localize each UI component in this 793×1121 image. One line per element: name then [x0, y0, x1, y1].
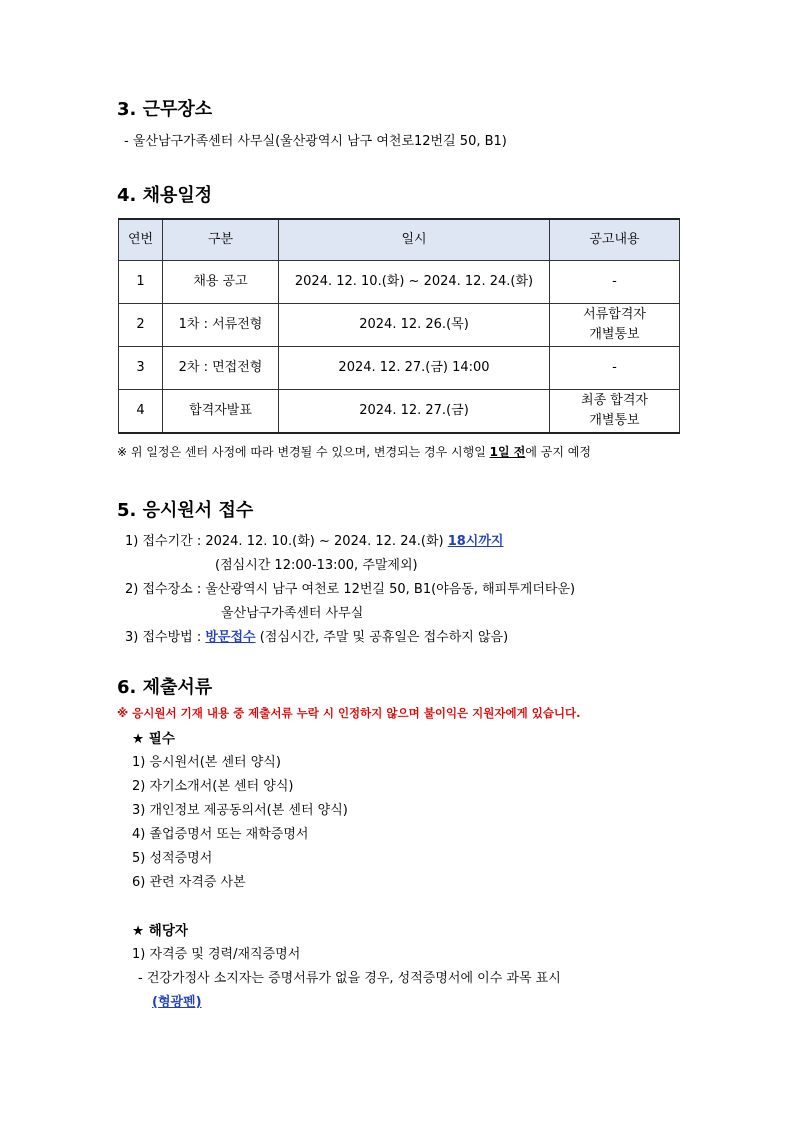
- section-6-heading: 6. 제출서류: [117, 677, 213, 698]
- cell-date: 2024. 12. 27.(금) 14:00: [279, 347, 550, 390]
- table-row: [119, 390, 680, 434]
- method-text-end: (점심시간, 주말 및 공휴일은 접수하지 않음): [255, 630, 509, 645]
- cell-notice: [550, 390, 680, 434]
- schedule-table: [118, 218, 680, 434]
- list-item: 1) 응시원서(본 센터 양식): [132, 755, 281, 770]
- work-location-line: - 울산남구가족센터 사무실(울산광역시 남구 여천로12번길 50, B1): [124, 134, 507, 149]
- applicable-sub: - 건강가정사 소지자는 증명서류가 없을 경우, 성적증명서에 이수 과목 표시: [138, 971, 561, 986]
- notice-line: 서류합격자: [583, 307, 646, 322]
- cell-type: 합격자발표: [163, 390, 279, 434]
- period-line: [125, 530, 503, 549]
- section-3-heading: 3. 근무장소: [117, 99, 213, 120]
- place-sub: 울산남구가족센터 사무실: [221, 606, 364, 621]
- cell-date: 2024. 12. 27.(금): [279, 390, 550, 434]
- cell-no: 2: [119, 304, 163, 347]
- list-item: 2) 자기소개서(본 센터 양식): [132, 779, 294, 794]
- method-emphasis: 방문접수: [205, 630, 256, 645]
- period-text: 1) 접수기간 : 2024. 12. 10.(화) ~ 2024. 12. 24.(화): [125, 534, 448, 549]
- method-text: 3) 접수방법 :: [125, 630, 206, 645]
- period-deadline: 18시까지: [447, 534, 504, 549]
- column-header-type: 구분: [163, 219, 279, 261]
- column-header-notice: 공고내용: [550, 219, 680, 261]
- place-line: 2) 접수장소 : 울산광역시 남구 여천로 12번길 50, B1(야음동, 해피투게더타운): [125, 582, 576, 597]
- cell-type: 1차 : 서류전형: [163, 304, 279, 347]
- table-row: [119, 261, 680, 304]
- cell-notice: [550, 304, 680, 347]
- list-item: 5) 성적증명서: [132, 851, 213, 866]
- required-title: ★ 필수: [132, 731, 175, 747]
- table-row: [119, 347, 680, 390]
- cell-notice: -: [550, 261, 680, 304]
- highlighter-note: (형광펜): [152, 995, 202, 1010]
- applicable-item: 1) 자격증 및 경력/재직증명서: [132, 947, 301, 962]
- cell-no: 4: [119, 390, 163, 434]
- schedule-note: [117, 443, 591, 460]
- section-4-heading: 4. 채용일정: [117, 185, 213, 206]
- list-item: 6) 관련 자격증 사본: [132, 875, 246, 890]
- cell-date: 2024. 12. 10.(화) ~ 2024. 12. 24.(화): [279, 261, 550, 304]
- table-row: [119, 304, 680, 347]
- submission-warning: ※ 응시원서 기재 내용 중 제출서류 누락 시 인정하지 않으며 불이익은 지원자에게 있습니다.: [117, 706, 581, 720]
- column-header-no: 연번: [119, 219, 163, 261]
- cell-no: 3: [119, 347, 163, 390]
- cell-no: 1: [119, 261, 163, 304]
- applicable-emphasis: [152, 991, 202, 1010]
- column-header-date: 일시: [279, 219, 550, 261]
- period-sub: (점심시간 12:00-13:00, 주말제외): [215, 558, 418, 573]
- cell-type: 2차 : 면접전형: [163, 347, 279, 390]
- list-item: 3) 개인정보 제공동의서(본 센터 양식): [132, 803, 348, 818]
- method-line: [125, 626, 508, 645]
- note-text: ※ 위 일정은 센터 사정에 따라 변경될 수 있으며, 변경되는 경우 시행일: [117, 445, 490, 459]
- applicable-title: ★ 해당자: [132, 923, 188, 939]
- notice-line: 최종 합격자: [581, 393, 648, 408]
- note-emphasis: 1일 전: [489, 445, 526, 459]
- list-item: 4) 졸업증명서 또는 재학증명서: [132, 827, 309, 842]
- note-text-end: 에 공지 예정: [525, 445, 591, 459]
- cell-type: 채용 공고: [163, 261, 279, 304]
- section-5-heading: 5. 응시원서 접수: [117, 500, 254, 521]
- cell-date: 2024. 12. 26.(목): [279, 304, 550, 347]
- table-header-row: [119, 219, 680, 261]
- notice-line: 개별통보: [589, 413, 640, 428]
- notice-line: 개별통보: [589, 327, 640, 342]
- cell-notice: -: [550, 347, 680, 390]
